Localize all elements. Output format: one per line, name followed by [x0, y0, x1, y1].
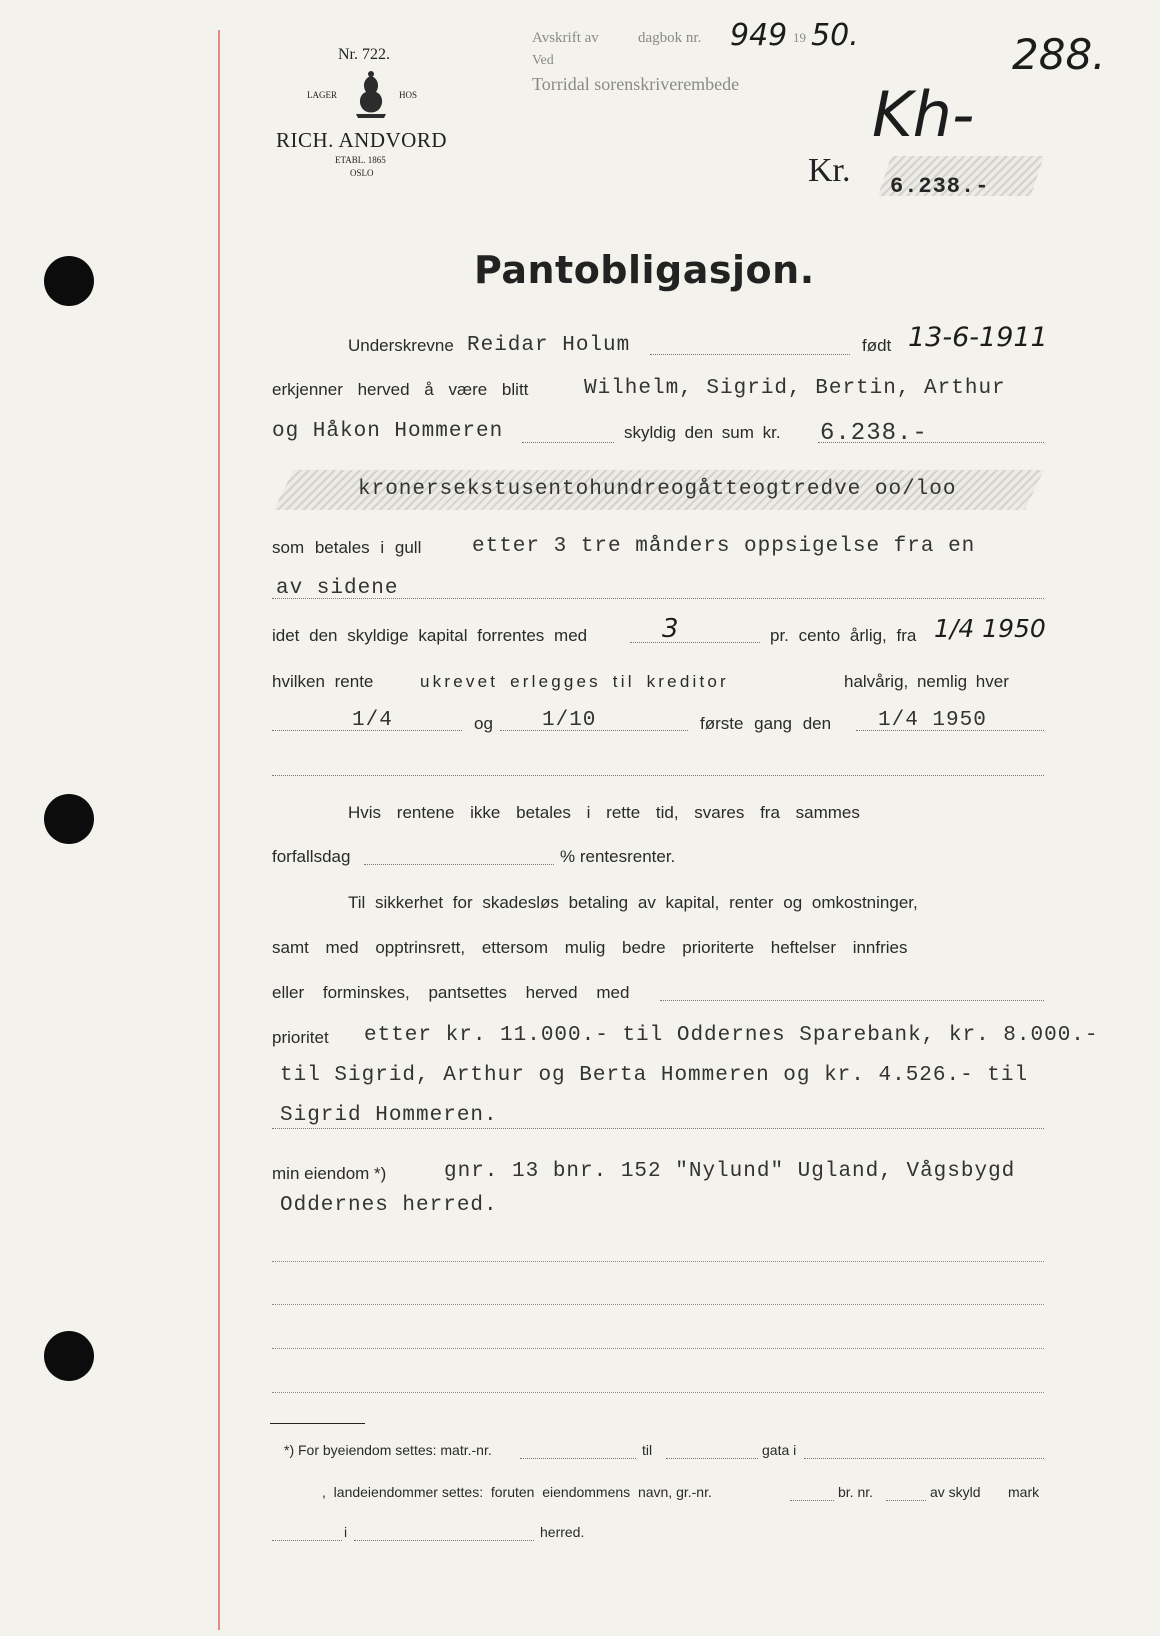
payable-text: hvilken rente: [272, 672, 374, 691]
dotted-rule: [650, 354, 850, 355]
security-line2: samt med opptrinsrett, ettersom mulig bedre prioriterte heftelser innfries: [272, 938, 908, 957]
footnote-line1-b: til: [642, 1442, 653, 1458]
dotted-rule: [818, 442, 1044, 443]
amount-words: kronersekstusentohundreogåtteogtredve oo/loo: [358, 478, 957, 501]
payable-typed: ukrevet erlegges til kreditor: [420, 672, 729, 691]
dotted-rule: [804, 1458, 1044, 1459]
year-prefix: 19: [793, 30, 806, 45]
priority-line2: til Sigrid, Arthur og Berta Hommeren og kr. 4.526.- til: [280, 1064, 1029, 1087]
footnote-line2-d: mark: [1008, 1484, 1040, 1500]
lager-label: LAGER: [307, 90, 337, 100]
property-line1: gnr. 13 bnr. 152 "Nylund" Ugland, Vågsbygd: [444, 1160, 1016, 1183]
blank-line: [272, 1348, 1044, 1349]
dotted-rule: [886, 1500, 926, 1501]
priority-line1: etter kr. 11.000.- til Oddernes Sparebank, kr. 8.000.-: [364, 1024, 1099, 1047]
punch-hole: [44, 794, 94, 844]
diary-number: 949: [730, 18, 788, 53]
acknowledge-text: erkjenner herved å være blitt: [272, 380, 529, 399]
late-line2-b: % rentesrenter.: [560, 847, 676, 866]
security-line3: eller forminskes, pantsettes herved med: [272, 983, 630, 1002]
footnote-line1-a: *) For byeiendom settes: matr.-nr.: [284, 1442, 492, 1458]
page-number: 288.: [1012, 30, 1106, 79]
initials: Kh-: [872, 78, 975, 151]
security-line1: Til sikkerhet for skadesløs betaling av kapital, renter og omkostninger,: [348, 893, 918, 912]
dotted-rule: [272, 1128, 1044, 1129]
dotted-rule: [660, 1000, 1044, 1001]
born-label: født: [862, 336, 892, 355]
footnote-line2-c: av skyld: [930, 1484, 981, 1500]
city: OSLO: [350, 168, 374, 178]
established: ETABL. 1865: [335, 155, 386, 165]
footnote-line1-c: gata i: [762, 1442, 797, 1458]
dotted-rule: [856, 730, 1044, 731]
late-line2-a: forfallsdag: [272, 847, 351, 866]
owe-text: skyldig den sum kr.: [624, 423, 781, 442]
margin-line: [218, 30, 220, 1630]
dotted-rule: [364, 864, 554, 865]
publisher-logo: [348, 70, 394, 125]
first-time-text: første gang den: [700, 714, 832, 733]
property-label: min eiendom *): [272, 1164, 387, 1183]
priority-line3: Sigrid Hommeren.: [280, 1104, 498, 1127]
dotted-rule: [666, 1458, 758, 1459]
publisher-name: RICH. ANDVORD: [276, 128, 448, 152]
punch-hole: [44, 1331, 94, 1381]
halfyear-text: halvårig, nemlig hver: [844, 672, 1009, 691]
interest-text: idet den skyldige kapital forrentes med: [272, 626, 588, 645]
interest-rate: 3: [662, 614, 679, 644]
stamp-ved: Ved: [532, 53, 554, 68]
per-cent-text: pr. cento årlig, fra: [770, 626, 917, 645]
punch-hole: [44, 256, 94, 306]
dotted-rule: [354, 1540, 534, 1541]
form-number: Nr. 722.: [338, 46, 390, 63]
late-line1: Hvis rentene ikke betales i rette tid, svares fra sammes: [348, 803, 860, 822]
footnote-line2-a: , landeiendommer settes: foruten eiendommens navn, gr.-nr.: [322, 1484, 712, 1500]
terms-line2: av sidene: [276, 577, 399, 600]
paid-text: som betales i gull: [272, 538, 422, 557]
born-date: 13-6-1911: [908, 322, 1048, 353]
date-1: 1/4: [352, 709, 393, 732]
dotted-rule: [272, 1540, 342, 1541]
stamp-copy-label: Avskrift av: [532, 30, 599, 46]
amount-label: Kr.: [808, 152, 851, 189]
date-2: 1/10: [542, 709, 597, 732]
dotted-rule: [522, 442, 614, 443]
footnote-line2-b: br. nr.: [838, 1484, 874, 1500]
debtor-name: Reidar Holum: [467, 334, 631, 357]
footnote-separator: [270, 1423, 365, 1424]
year-suffix: 50.: [811, 18, 859, 53]
blank-line: [272, 1304, 1044, 1305]
dotted-rule: [790, 1500, 834, 1501]
stamp-court: Torridal sorenskriverembede: [532, 74, 740, 94]
og-label: og: [474, 714, 493, 733]
dotted-rule: [272, 775, 1044, 776]
first-date: 1/4 1950: [878, 709, 987, 732]
dotted-rule: [520, 1458, 636, 1459]
sum-value: 6.238.-: [820, 420, 928, 447]
blank-line: [272, 1261, 1044, 1262]
priority-label: prioritet: [272, 1028, 329, 1047]
property-line2: Oddernes herred.: [280, 1194, 498, 1217]
creditors-line1: Wilhelm, Sigrid, Bertin, Arthur: [584, 377, 1006, 400]
footnote-line3-b: herred.: [540, 1524, 585, 1540]
blank-line: [272, 1392, 1044, 1393]
undersigned-label: Underskrevne: [348, 336, 454, 355]
footnote-line3-a: i: [344, 1524, 348, 1540]
stamp-diary-label: dagbok nr.: [638, 30, 702, 46]
amount-value: 6.238.-: [890, 174, 990, 199]
terms-line1: etter 3 tre månders oppsigelse fra en: [472, 535, 976, 558]
interest-from: 1/4 1950: [934, 614, 1046, 643]
dotted-rule: [272, 598, 1044, 599]
dotted-rule: [630, 642, 760, 643]
document-title: Pantobligasjon.: [474, 248, 815, 292]
creditors-line2: og Håkon Hommeren: [272, 420, 504, 443]
hos-label: HOS: [399, 90, 418, 100]
